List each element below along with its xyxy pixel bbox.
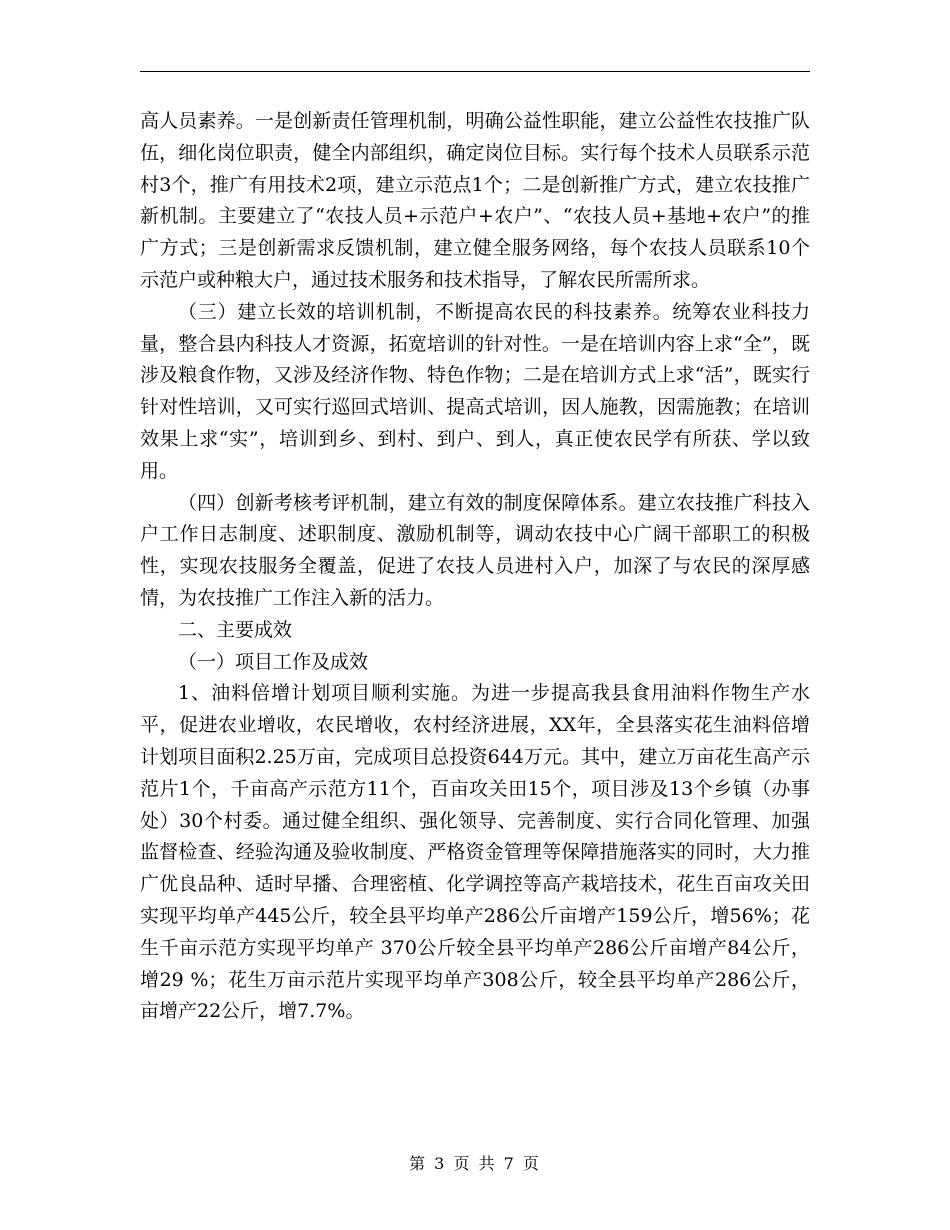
paragraph-4: 1、油料倍增计划项目顺利实施。为进一步提高我县食用油料作物生产水平，促进农业增收，农民增收，农村经济进展，XX年，全县落实花生油料倍增计划项目面积2.25万亩，完成项目总投资644万元。其中，建立万亩花生高产示范片1个，千亩高产示范方11个，百亩攻关田15个，项目涉及13个乡镇（办事处）30个村委。通过健全组织、强化领导、完善制度、实行合同化管理、加强监督检查、经验沟通及验收制度、严格资金管理等保障措施落实的同时，大力推广优良品种、适时早播、合理密植、化学调控等高产栽培技术，花生百亩攻关田实现平均单产445公斤，较全县平均单产286公斤亩增产159公斤，增56%；花生千亩示范方实现平均单产 370公斤较全县平均单产286公斤亩增产84公斤，增29 %；花生万亩示范片实现平均单产308公斤，较全县平均单产286公斤，亩增产22公斤，增7.7%。 (140, 682, 810, 1023)
section-heading: 二、主要成效 (178, 618, 293, 641)
header-rule (140, 71, 810, 72)
paragraph-1: 高人员素养。一是创新责任管理机制，明确公益性职能，建立公益性农技推广队伍，细化岗位职责，健全内部组织，确定岗位目标。实行每个技术人员联系示范村3个，推广有用技术2项，建立示范点1个；二是创新推广方式，建立农技推广新机制。主要建立了“农技人员+示范户+农户”、“农技人员+基地+农户”的推广方式；三是创新需求反馈机制，建立健全服务网络，每个农技人员联系10个示范户或种粮大户，通过技术服务和技术指导，了解农民所需所求。 (140, 110, 810, 291)
subsection-heading: （一）项目工作及成效 (178, 650, 369, 673)
body-text (140, 106, 810, 1028)
paragraph-3: （四）创新考核考评机制，建立有效的制度保障体系。建立农技推广科技入户工作日志制度、述职制度、激励机制等，调动农技中心广阔干部职工的积极性，实现农技服务全覆盖，促进了农技人员进村入户，加深了与农民的深厚感情，为农技推广工作注入新的活力。 (140, 491, 810, 609)
paragraph-2: （三）建立长效的培训机制，不断提高农民的科技素养。统筹农业科技力量，整合县内科技人才资源，拓宽培训的针对性。一是在培训内容上求“全”，既涉及粮食作物，又涉及经济作物、特色作物；二是在培训方式上求“活”，既实行针对性培训，又可实行巡回式培训、提高式培训，因人施教，因需施教；在培训效果上求“实”，培训到乡、到村、到户、到人，真正使农民学有所获、学以致用。 (140, 300, 810, 482)
page-footer: 第 3 页 共 7 页 (409, 1154, 541, 1173)
